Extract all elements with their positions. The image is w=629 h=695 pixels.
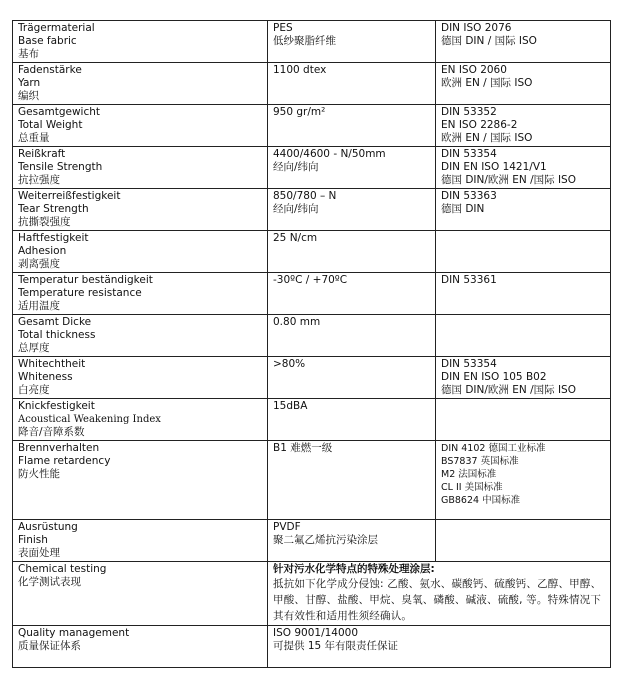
property-line: Temperatur beständigkeit bbox=[18, 274, 153, 286]
standard-line: DIN ISO 2076 bbox=[441, 22, 512, 34]
property-line: Total thickness bbox=[18, 329, 96, 341]
table-row bbox=[13, 63, 611, 105]
standard-line: DIN 53354 bbox=[441, 148, 497, 160]
table-row bbox=[13, 520, 611, 562]
table-row-chemical-testing bbox=[13, 562, 611, 626]
standard-cell bbox=[436, 441, 611, 520]
value-cell bbox=[268, 189, 436, 231]
quality-value-cell bbox=[268, 626, 611, 668]
standard-cell bbox=[436, 189, 611, 231]
standard-cell bbox=[436, 357, 611, 399]
value-cell bbox=[268, 273, 436, 315]
value-line: 聚二氟乙烯抗污染涂层 bbox=[273, 534, 378, 546]
table-row bbox=[13, 231, 611, 273]
standard-line: DIN 53361 bbox=[441, 274, 497, 286]
property-line: Base fabric bbox=[18, 35, 77, 47]
value-line: 25 N/cm bbox=[273, 232, 318, 244]
standard-line: DIN 53352 bbox=[441, 106, 497, 118]
standard-line: M2 法国标准 bbox=[441, 469, 497, 480]
property-line: Adhesion bbox=[18, 245, 67, 257]
value-line: 经向/纬向 bbox=[273, 203, 319, 215]
standard-line: 欧洲 EN / 国际 ISO bbox=[441, 132, 533, 144]
property-cell bbox=[13, 63, 268, 105]
property-line: Whiteness bbox=[18, 371, 73, 383]
property-cell bbox=[13, 105, 268, 147]
property-line: Yarn bbox=[18, 77, 41, 89]
standard-line: CL II 美国标准 bbox=[441, 482, 503, 493]
standard-line: DIN 53363 bbox=[441, 190, 497, 202]
property-cell bbox=[13, 562, 268, 626]
property-cell bbox=[13, 399, 268, 441]
standard-cell bbox=[436, 399, 611, 441]
property-line: Whitechtheit bbox=[18, 358, 86, 370]
property-line: 防火性能 bbox=[18, 468, 60, 480]
quality-warranty: 可提供 15 年有限责任保证 bbox=[273, 640, 399, 652]
standard-line: EN ISO 2060 bbox=[441, 64, 507, 76]
standard-line: 德国 DIN / 国际 ISO bbox=[441, 35, 537, 47]
standard-line: GB8624 中国标准 bbox=[441, 495, 521, 506]
chemical-body: 抵抗如下化学成分侵蚀: 乙酸、氨水、碳酸钙、硫酸钙、乙醇、甲醇、甲酸、甘醇、盐酸、甲烷、臭氧、磷酸、碱液、硫酸, 等。特殊情况下其有效性和适用性须经确认。 bbox=[273, 578, 602, 622]
property-line: 基布 bbox=[18, 48, 39, 60]
standard-cell bbox=[436, 231, 611, 273]
property-line: 抗拉强度 bbox=[18, 174, 60, 186]
value-line: 0.80 mm bbox=[273, 316, 321, 328]
property-line: 表面处理 bbox=[18, 547, 60, 559]
table-row-quality-management bbox=[13, 626, 611, 668]
property-line: Gesamtgewicht bbox=[18, 106, 101, 118]
standard-line: DIN EN ISO 1421/V1 bbox=[441, 161, 547, 173]
value-line: 850/780 – N bbox=[273, 190, 337, 202]
value-line: 经向/纬向 bbox=[273, 161, 319, 173]
value-cell bbox=[268, 21, 436, 63]
value-cell bbox=[268, 399, 436, 441]
property-line: Brennverhalten bbox=[18, 442, 100, 454]
property-cell bbox=[13, 441, 268, 520]
property-line: Knickfestigkeit bbox=[18, 400, 95, 412]
value-line: -30ºC / +70ºC bbox=[273, 274, 348, 286]
property-line: Reißkraft bbox=[18, 148, 66, 160]
quality-value: ISO 9001/14000 bbox=[273, 627, 359, 639]
property-cell bbox=[13, 357, 268, 399]
property-cell bbox=[13, 315, 268, 357]
value-line: PES bbox=[273, 22, 293, 34]
standard-line: 德国 DIN bbox=[441, 203, 485, 215]
value-cell bbox=[268, 231, 436, 273]
spec-sheet bbox=[12, 20, 610, 668]
property-cell bbox=[13, 273, 268, 315]
standard-cell bbox=[436, 63, 611, 105]
standard-line: DIN 4102 德国工业标准 bbox=[441, 443, 546, 454]
value-cell bbox=[268, 441, 436, 520]
property-label-cn: 化学测试表现 bbox=[18, 576, 81, 588]
table-row bbox=[13, 147, 611, 189]
standard-line: DIN 53354 bbox=[441, 358, 497, 370]
property-label-en: Quality management bbox=[18, 627, 130, 639]
chemical-heading: 针对污水化学特点的特殊处理涂层: bbox=[273, 563, 435, 575]
property-line: 编织 bbox=[18, 90, 39, 102]
value-cell bbox=[268, 520, 436, 562]
value-cell bbox=[268, 147, 436, 189]
value-cell bbox=[268, 105, 436, 147]
table-row bbox=[13, 315, 611, 357]
property-line: 适用温度 bbox=[18, 300, 60, 312]
value-line: >80% bbox=[273, 358, 306, 370]
standard-line: DIN EN ISO 105 B02 bbox=[441, 371, 547, 383]
table-row bbox=[13, 357, 611, 399]
property-cell bbox=[13, 520, 268, 562]
property-line: Tear Strength bbox=[18, 203, 89, 215]
standard-line: BS7837 英国标准 bbox=[441, 456, 519, 467]
standard-line: 德国 DIN/欧洲 EN /国际 ISO bbox=[441, 174, 576, 186]
standard-line: 欧洲 EN / 国际 ISO bbox=[441, 77, 533, 89]
property-line: Total Weight bbox=[18, 119, 83, 131]
property-line: 白亮度 bbox=[18, 384, 50, 396]
standard-cell bbox=[436, 273, 611, 315]
value-cell bbox=[268, 315, 436, 357]
property-line: 降音/音障系数 bbox=[18, 426, 85, 438]
standard-cell bbox=[436, 147, 611, 189]
property-label-en: Chemical testing bbox=[18, 563, 107, 575]
property-line: Fadenstärke bbox=[18, 64, 82, 76]
property-line: 总厚度 bbox=[18, 342, 50, 354]
standard-line: EN ISO 2286-2 bbox=[441, 119, 518, 131]
property-line: Temperature resistance bbox=[18, 287, 142, 299]
property-line: Weiterreißfestigkeit bbox=[18, 190, 121, 202]
property-line: 总重量 bbox=[18, 132, 50, 144]
table-row bbox=[13, 399, 611, 441]
property-line: Gesamt Dicke bbox=[18, 316, 92, 328]
property-cell bbox=[13, 626, 268, 668]
value-line: PVDF bbox=[273, 521, 301, 533]
property-cell bbox=[13, 147, 268, 189]
value-cell bbox=[268, 357, 436, 399]
standard-cell bbox=[436, 21, 611, 63]
standard-cell bbox=[436, 105, 611, 147]
value-line: 4400/4600 - N/50mm bbox=[273, 148, 386, 160]
table-row bbox=[13, 105, 611, 147]
table-row bbox=[13, 21, 611, 63]
standard-line: 德国 DIN/欧洲 EN /国际 ISO bbox=[441, 384, 576, 396]
table-row bbox=[13, 273, 611, 315]
value-line: 1100 dtex bbox=[273, 64, 327, 76]
property-label-cn: 质量保证体系 bbox=[18, 640, 81, 652]
value-line: B1 难燃一级 bbox=[273, 442, 333, 454]
spec-table-body bbox=[13, 21, 611, 668]
property-line: 剥离强度 bbox=[18, 258, 60, 270]
property-cell bbox=[13, 21, 268, 63]
property-line: Haftfestigkeit bbox=[18, 232, 89, 244]
property-line: 抗撕裂强度 bbox=[18, 216, 71, 228]
property-cell bbox=[13, 231, 268, 273]
value-line: 15dBA bbox=[273, 400, 308, 412]
table-row bbox=[13, 441, 611, 520]
property-line: Acoustical Weakening Index bbox=[18, 414, 161, 425]
property-line: Ausrüstung bbox=[18, 521, 78, 533]
property-line: Trägermaterial bbox=[18, 22, 95, 34]
chemical-description-cell bbox=[268, 562, 611, 626]
standard-cell bbox=[436, 315, 611, 357]
property-line: Finish bbox=[18, 534, 48, 546]
value-cell bbox=[268, 63, 436, 105]
table-row bbox=[13, 189, 611, 231]
property-cell bbox=[13, 189, 268, 231]
property-line: Tensile Strength bbox=[18, 161, 103, 173]
value-line: 950 gr/m² bbox=[273, 106, 326, 118]
standard-cell bbox=[436, 520, 611, 562]
spec-table bbox=[12, 20, 611, 668]
property-line: Flame retardency bbox=[18, 455, 111, 467]
value-line: 低纱聚脂纤维 bbox=[273, 35, 336, 47]
